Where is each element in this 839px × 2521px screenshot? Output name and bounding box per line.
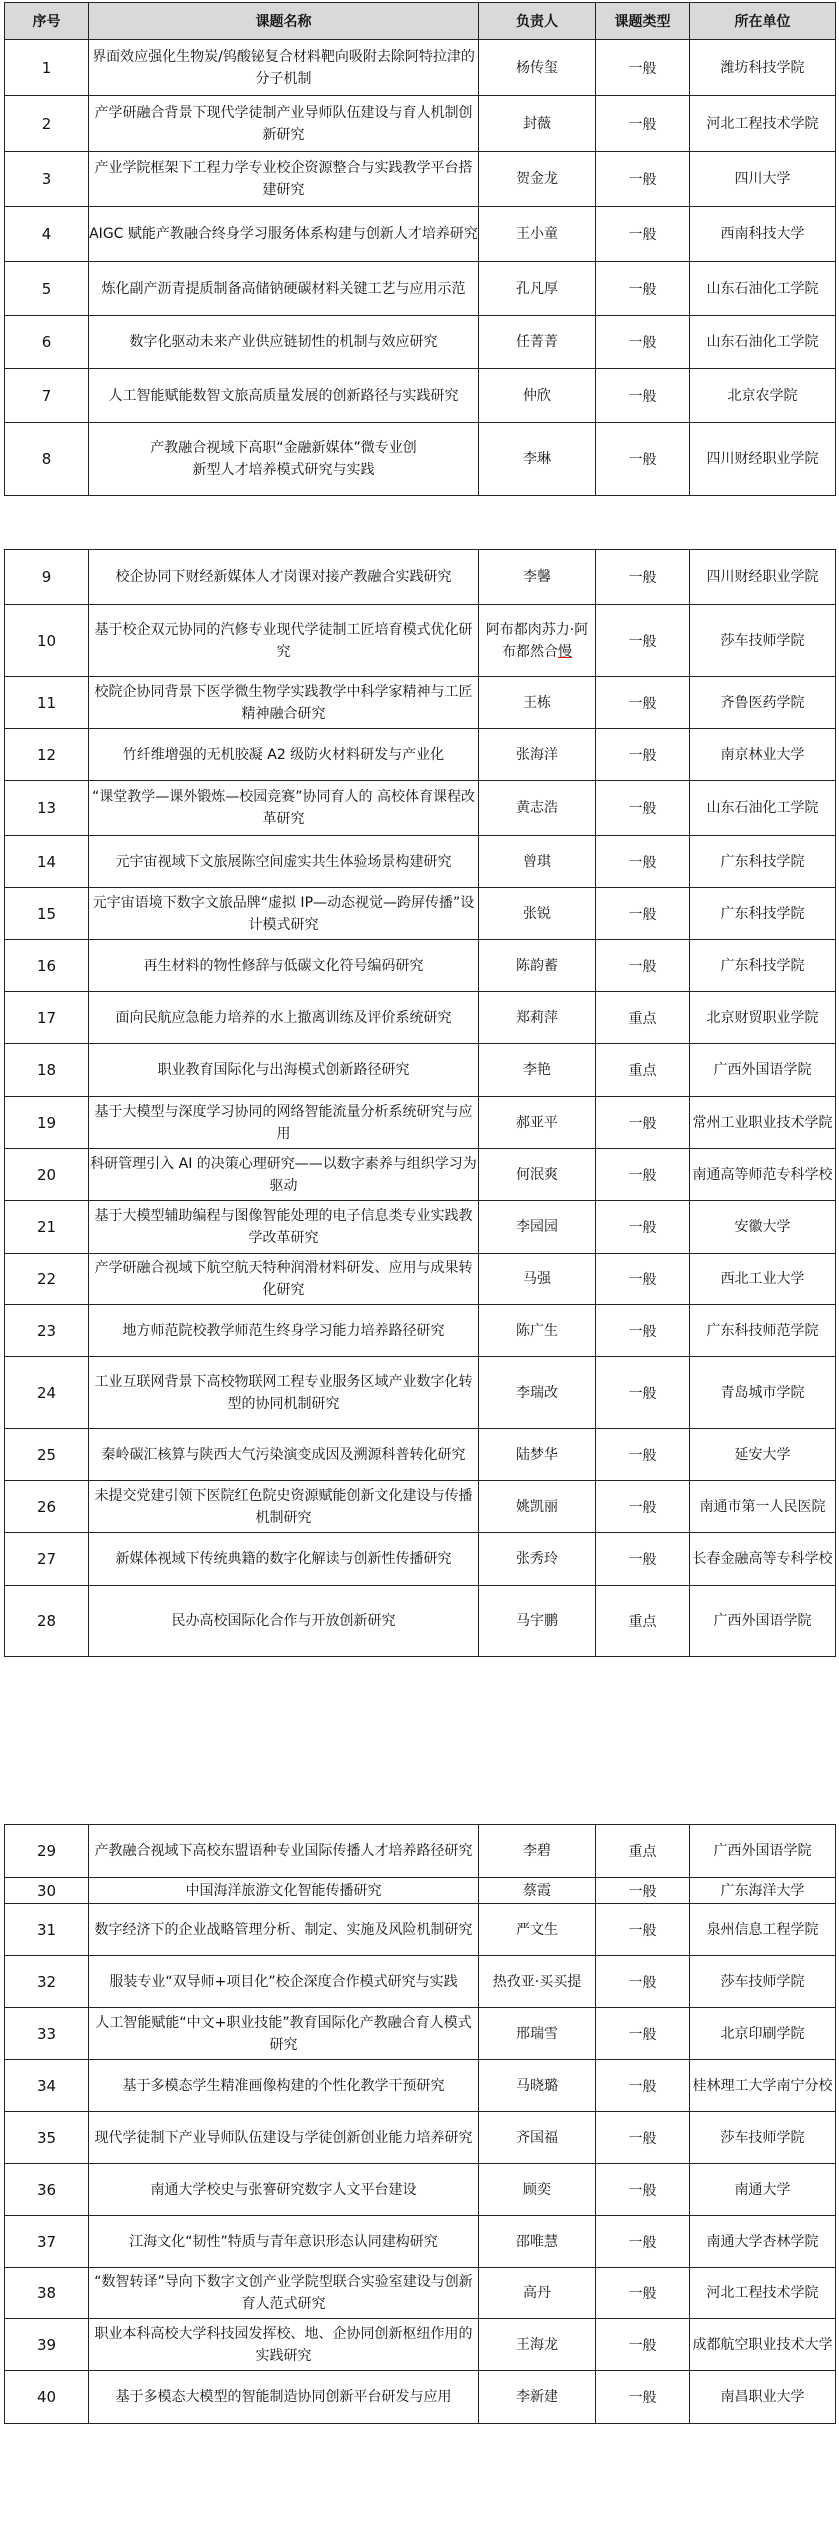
row-title-cell: 基于多模态大模型的智能制造协同创新平台研发与应用	[89, 2371, 479, 2424]
row-seq-cell: 6	[5, 316, 89, 369]
row-unit-cell: 四川大学	[690, 152, 836, 207]
row-type-cell: 一般	[596, 940, 690, 992]
row-title-cell: 南通大学校史与张謇研究数字人文平台建设	[89, 2164, 479, 2216]
row-unit-cell: 广西外国语学院	[690, 1586, 836, 1657]
row-title-cell: 再生材料的物性修辞与低碳文化符号编码研究	[89, 940, 479, 992]
table-header-row	[5, 3, 836, 40]
row-seq-cell: 17	[5, 992, 89, 1044]
table-row	[5, 1254, 836, 1305]
row-unit-cell: 广东科技师范学院	[690, 1305, 836, 1357]
row-person-cell: 高丹	[479, 2268, 596, 2319]
header-person: 负责人	[479, 3, 596, 40]
row-seq-cell: 39	[5, 2319, 89, 2371]
row-type-cell: 一般	[596, 2164, 690, 2216]
row-unit-cell: 南通高等师范专科学校	[690, 1149, 836, 1201]
row-unit-cell: 四川财经职业学院	[690, 423, 836, 496]
row-title-cell: 元宇宙语境下数字文旅品牌“虚拟 IP—动态视觉—跨屏传播”设计模式研究	[89, 888, 479, 940]
row-person-cell: 李艳	[479, 1044, 596, 1097]
row-person-cell: 顾奕	[479, 2164, 596, 2216]
row-person-cell: 黄志浩	[479, 781, 596, 836]
row-title-cell: “课堂教学—课外锻炼—校园竞赛”协同育人的 高校体育课程改革研究	[89, 781, 479, 836]
table-row	[5, 836, 836, 888]
row-person-cell: 严文生	[479, 1904, 596, 1956]
table-row	[5, 1305, 836, 1357]
row-unit-cell: 潍坊科技学院	[690, 40, 836, 96]
table-row	[5, 1904, 836, 1956]
row-seq-cell: 38	[5, 2268, 89, 2319]
row-type-cell: 一般	[596, 2268, 690, 2319]
table-row	[5, 369, 836, 423]
row-title-cell: 界面效应强化生物炭/钨酸铋复合材料靶向吸附去除阿特拉津的分子机制	[89, 40, 479, 96]
row-unit-cell: 北京印刷学院	[690, 2008, 836, 2060]
row-person-cell: 姚凯丽	[479, 1481, 596, 1533]
row-type-cell: 一般	[596, 2371, 690, 2424]
row-title-cell: 基于大模型与深度学习协同的网络智能流量分析系统研究与应用	[89, 1097, 479, 1149]
row-unit-cell: 广东科技学院	[690, 940, 836, 992]
row-type-cell: 一般	[596, 550, 690, 605]
row-person-cell: 李碧	[479, 1825, 596, 1878]
row-type-cell: 一般	[596, 1429, 690, 1481]
row-unit-cell: 南通大学杏林学院	[690, 2216, 836, 2268]
row-seq-cell: 35	[5, 2112, 89, 2164]
row-person-cell: 李园园	[479, 1201, 596, 1254]
table-row	[5, 677, 836, 729]
row-person-cell: 任菁菁	[479, 316, 596, 369]
row-unit-cell: 成都航空职业技术大学	[690, 2319, 836, 2371]
row-type-cell: 一般	[596, 1149, 690, 1201]
row-unit-cell: 安徽大学	[690, 1201, 836, 1254]
table-row	[5, 1533, 836, 1586]
row-seq-cell: 12	[5, 729, 89, 781]
row-unit-cell: 桂林理工大学南宁分校	[690, 2060, 836, 2112]
row-person-cell: 马强	[479, 1254, 596, 1305]
row-unit-cell: 南通大学	[690, 2164, 836, 2216]
row-person-cell: 封薇	[479, 96, 596, 152]
row-person-cell: 孔凡厚	[479, 262, 596, 316]
row-person-cell: 张海洋	[479, 729, 596, 781]
table-row	[5, 1149, 836, 1201]
table-row	[5, 1044, 836, 1097]
row-type-cell: 一般	[596, 316, 690, 369]
row-person-cell: 张锐	[479, 888, 596, 940]
row-person-cell: 陈韵蓄	[479, 940, 596, 992]
row-person-cell: 郑莉萍	[479, 992, 596, 1044]
project-table-part-2	[4, 549, 836, 1657]
row-title-cell: 基于大模型辅助编程与图像智能处理的电子信息类专业实践教学改革研究	[89, 1201, 479, 1254]
row-title-cell: 校院企协同背景下医学微生物学实践教学中科学家精神与工匠精神融合研究	[89, 677, 479, 729]
row-person-cell: 曾琪	[479, 836, 596, 888]
table-row	[5, 1429, 836, 1481]
row-unit-cell: 青岛城市学院	[690, 1357, 836, 1429]
row-type-cell: 一般	[596, 152, 690, 207]
row-unit-cell: 山东石油化工学院	[690, 781, 836, 836]
row-type-cell: 一般	[596, 207, 690, 262]
table-row	[5, 2164, 836, 2216]
row-title-cell: 基于校企双元协同的汽修专业现代学徒制工匠培育模式优化研究	[89, 605, 479, 677]
person-mark: 慢	[558, 643, 572, 660]
row-type-cell: 重点	[596, 1044, 690, 1097]
row-type-cell: 一般	[596, 1254, 690, 1305]
row-unit-cell: 延安大学	[690, 1429, 836, 1481]
row-unit-cell: 南通市第一人民医院	[690, 1481, 836, 1533]
row-title-cell: 地方师范院校教学师范生终身学习能力培养路径研究	[89, 1305, 479, 1357]
table-row	[5, 1481, 836, 1533]
row-seq-cell: 30	[5, 1878, 89, 1904]
row-unit-cell: 山东石油化工学院	[690, 316, 836, 369]
header-unit: 所在单位	[690, 3, 836, 40]
row-type-cell: 一般	[596, 729, 690, 781]
row-seq-cell: 9	[5, 550, 89, 605]
row-title-cell: 人工智能赋能数智文旅高质量发展的创新路径与实践研究	[89, 369, 479, 423]
row-title-cell: 工业互联网背景下高校物联网工程专业服务区域产业数字化转型的协同机制研究	[89, 1357, 479, 1429]
row-title-cell: 人工智能赋能“中文+职业技能”教育国际化产教融合育人模式研究	[89, 2008, 479, 2060]
row-person-cell: 蔡霞	[479, 1878, 596, 1904]
row-person-cell: 杨传玺	[479, 40, 596, 96]
row-type-cell: 一般	[596, 1956, 690, 2008]
table-row	[5, 423, 836, 496]
row-title-cell: 秦岭碳汇核算与陕西大气污染演变成因及溯源科普转化研究	[89, 1429, 479, 1481]
table-row	[5, 781, 836, 836]
table-row	[5, 888, 836, 940]
table-row	[5, 152, 836, 207]
table-row	[5, 40, 836, 96]
row-seq-cell: 28	[5, 1586, 89, 1657]
header-seq: 序号	[5, 3, 89, 40]
header-title: 课题名称	[89, 3, 479, 40]
row-seq-cell: 7	[5, 369, 89, 423]
row-seq-cell: 21	[5, 1201, 89, 1254]
row-seq-cell: 8	[5, 423, 89, 496]
row-title-cell: 产教融合视域下高校东盟语种专业国际传播人才培养路径研究	[89, 1825, 479, 1878]
table-row	[5, 940, 836, 992]
row-seq-cell: 23	[5, 1305, 89, 1357]
row-seq-cell: 14	[5, 836, 89, 888]
row-seq-cell: 1	[5, 40, 89, 96]
row-person-cell: 热孜亚·买买提	[479, 1956, 596, 2008]
row-seq-cell: 10	[5, 605, 89, 677]
row-person-cell: 贺金龙	[479, 152, 596, 207]
table-row	[5, 316, 836, 369]
row-type-cell: 一般	[596, 40, 690, 96]
row-unit-cell: 长春金融高等专科学校	[690, 1533, 836, 1586]
row-title-cell: 数字化驱动未来产业供应链韧性的机制与效应研究	[89, 316, 479, 369]
row-title-cell: 数字经济下的企业战略管理分析、制定、实施及风险机制研究	[89, 1904, 479, 1956]
row-type-cell: 一般	[596, 781, 690, 836]
row-person-cell: 王海龙	[479, 2319, 596, 2371]
row-type-cell: 一般	[596, 2008, 690, 2060]
row-type-cell: 一般	[596, 1305, 690, 1357]
table-row	[5, 1825, 836, 1878]
row-unit-cell: 广西外国语学院	[690, 1825, 836, 1878]
row-person-cell: 何泯爽	[479, 1149, 596, 1201]
row-type-cell: 一般	[596, 677, 690, 729]
row-title-cell: “数智转译”导向下数字文创产业学院型联合实验室建设与创新育人范式研究	[89, 2268, 479, 2319]
table-row	[5, 2268, 836, 2319]
row-person-cell: 李新建	[479, 2371, 596, 2424]
row-title-cell: 科研管理引入 AI 的决策心理研究——以数字素养与组织学习为驱动	[89, 1149, 479, 1201]
project-table-part-1	[4, 2, 836, 496]
row-person-cell: 齐国福	[479, 2112, 596, 2164]
row-person-cell: 郝亚平	[479, 1097, 596, 1149]
row-person-cell: 李琳	[479, 423, 596, 496]
row-unit-cell: 广东科技学院	[690, 888, 836, 940]
row-title-cell: 民办高校国际化合作与开放创新研究	[89, 1586, 479, 1657]
row-type-cell: 重点	[596, 1586, 690, 1657]
row-type-cell: 一般	[596, 1904, 690, 1956]
row-person-cell: 王栋	[479, 677, 596, 729]
row-title-cell: 江海文化“韧性”特质与青年意识形态认同建构研究	[89, 2216, 479, 2268]
row-title-cell: 面向民航应急能力培养的水上撤离训练及评价系统研究	[89, 992, 479, 1044]
row-unit-cell: 四川财经职业学院	[690, 550, 836, 605]
row-person-cell: 王小童	[479, 207, 596, 262]
row-type-cell: 一般	[596, 836, 690, 888]
row-person-cell: 阿布都肉苏力·阿布都然合慢	[479, 605, 596, 677]
row-unit-cell: 广东科技学院	[690, 836, 836, 888]
row-title-cell: AIGC 赋能产教融合终身学习服务体系构建与创新人才培养研究	[89, 207, 479, 262]
table-row	[5, 992, 836, 1044]
row-seq-cell: 32	[5, 1956, 89, 2008]
row-title-cell: 产教融合视域下高职“金融新媒体”微专业创 新型人才培养模式研究与实践	[89, 423, 479, 496]
row-person-cell: 马宇鹏	[479, 1586, 596, 1657]
row-seq-cell: 19	[5, 1097, 89, 1149]
table-row	[5, 1586, 836, 1657]
table-row	[5, 1956, 836, 2008]
row-person-cell: 李馨	[479, 550, 596, 605]
row-seq-cell: 31	[5, 1904, 89, 1956]
row-type-cell: 一般	[596, 423, 690, 496]
row-title-cell: 中国海洋旅游文化智能传播研究	[89, 1878, 479, 1904]
row-unit-cell: 南京林业大学	[690, 729, 836, 781]
row-type-cell: 重点	[596, 1825, 690, 1878]
row-person-cell: 马晓璐	[479, 2060, 596, 2112]
row-unit-cell: 北京农学院	[690, 369, 836, 423]
row-title-cell: 校企协同下财经新媒体人才岗课对接产教融合实践研究	[89, 550, 479, 605]
row-type-cell: 一般	[596, 2112, 690, 2164]
row-seq-cell: 2	[5, 96, 89, 152]
table-row	[5, 2112, 836, 2164]
row-seq-cell: 15	[5, 888, 89, 940]
row-title-cell: 产学研融合背景下现代学徒制产业导师队伍建设与育人机制创新研究	[89, 96, 479, 152]
table-row	[5, 262, 836, 316]
row-unit-cell: 西北工业大学	[690, 1254, 836, 1305]
table-row	[5, 2060, 836, 2112]
row-type-cell: 一般	[596, 1481, 690, 1533]
row-unit-cell: 莎车技师学院	[690, 2112, 836, 2164]
table-row	[5, 2216, 836, 2268]
row-person-cell: 陈广生	[479, 1305, 596, 1357]
row-type-cell: 一般	[596, 1533, 690, 1586]
row-seq-cell: 13	[5, 781, 89, 836]
row-unit-cell: 北京财贸职业学院	[690, 992, 836, 1044]
row-type-cell: 一般	[596, 888, 690, 940]
table-row	[5, 2371, 836, 2424]
table-row	[5, 1878, 836, 1904]
row-seq-cell: 22	[5, 1254, 89, 1305]
table-row	[5, 2319, 836, 2371]
row-title-cell: 职业本科高校大学科技园发挥校、地、企协同创新枢纽作用的实践研究	[89, 2319, 479, 2371]
row-type-cell: 一般	[596, 1878, 690, 1904]
row-unit-cell: 西南科技大学	[690, 207, 836, 262]
row-unit-cell: 广西外国语学院	[690, 1044, 836, 1097]
row-person-cell: 陆梦华	[479, 1429, 596, 1481]
row-seq-cell: 4	[5, 207, 89, 262]
row-unit-cell: 河北工程技术学院	[690, 96, 836, 152]
row-unit-cell: 莎车技师学院	[690, 605, 836, 677]
row-title-cell: 基于多模态学生精准画像构建的个性化教学干预研究	[89, 2060, 479, 2112]
row-title-cell: 服装专业“双导师+项目化”校企深度合作模式研究与实践	[89, 1956, 479, 2008]
row-type-cell: 一般	[596, 369, 690, 423]
row-unit-cell: 泉州信息工程学院	[690, 1904, 836, 1956]
row-seq-cell: 18	[5, 1044, 89, 1097]
row-type-cell: 一般	[596, 262, 690, 316]
row-seq-cell: 37	[5, 2216, 89, 2268]
row-seq-cell: 29	[5, 1825, 89, 1878]
row-seq-cell: 26	[5, 1481, 89, 1533]
row-type-cell: 一般	[596, 1357, 690, 1429]
row-seq-cell: 16	[5, 940, 89, 992]
row-person-cell: 仲欣	[479, 369, 596, 423]
row-unit-cell: 莎车技师学院	[690, 1956, 836, 2008]
row-unit-cell: 常州工业职业技术学院	[690, 1097, 836, 1149]
row-title-cell: 未提交党建引领下医院红色院史资源赋能创新文化建设与传播机制研究	[89, 1481, 479, 1533]
row-type-cell: 一般	[596, 1201, 690, 1254]
project-table-part-3	[4, 1824, 836, 2424]
row-title-cell: 产业学院框架下工程力学专业校企资源整合与实践教学平台搭建研究	[89, 152, 479, 207]
row-type-cell: 一般	[596, 2216, 690, 2268]
row-title-cell: 产学研融合视域下航空航天特种润滑材料研发、应用与成果转化研究	[89, 1254, 479, 1305]
row-person-cell: 邵唯慧	[479, 2216, 596, 2268]
table-row	[5, 1201, 836, 1254]
row-unit-cell: 齐鲁医药学院	[690, 677, 836, 729]
table-row	[5, 605, 836, 677]
row-person-cell: 张秀玲	[479, 1533, 596, 1586]
row-seq-cell: 3	[5, 152, 89, 207]
row-seq-cell: 24	[5, 1357, 89, 1429]
row-person-cell: 邢瑞雪	[479, 2008, 596, 2060]
row-title-cell: 元宇宙视域下文旅展陈空间虚实共生体验场景构建研究	[89, 836, 479, 888]
row-seq-cell: 5	[5, 262, 89, 316]
row-type-cell: 一般	[596, 96, 690, 152]
row-seq-cell: 27	[5, 1533, 89, 1586]
table-row	[5, 207, 836, 262]
row-unit-cell: 南昌职业大学	[690, 2371, 836, 2424]
row-seq-cell: 33	[5, 2008, 89, 2060]
row-seq-cell: 40	[5, 2371, 89, 2424]
row-title-cell: 新媒体视域下传统典籍的数字化解读与创新性传播研究	[89, 1533, 479, 1586]
table-row	[5, 1357, 836, 1429]
row-person-cell: 李瑞改	[479, 1357, 596, 1429]
row-type-cell: 一般	[596, 2319, 690, 2371]
row-title-cell: 竹纤维增强的无机胶凝 A2 级防火材料研发与产业化	[89, 729, 479, 781]
table-row	[5, 2008, 836, 2060]
row-unit-cell: 山东石油化工学院	[690, 262, 836, 316]
row-type-cell: 一般	[596, 2060, 690, 2112]
row-seq-cell: 34	[5, 2060, 89, 2112]
table-row	[5, 96, 836, 152]
row-type-cell: 一般	[596, 605, 690, 677]
row-unit-cell: 河北工程技术学院	[690, 2268, 836, 2319]
row-title-cell: 现代学徒制下产业导师队伍建设与学徒创新创业能力培养研究	[89, 2112, 479, 2164]
row-seq-cell: 11	[5, 677, 89, 729]
row-seq-cell: 20	[5, 1149, 89, 1201]
table-row	[5, 729, 836, 781]
table-row	[5, 1097, 836, 1149]
row-unit-cell: 广东海洋大学	[690, 1878, 836, 1904]
row-title-cell: 职业教育国际化与出海模式创新路径研究	[89, 1044, 479, 1097]
row-seq-cell: 36	[5, 2164, 89, 2216]
table-row	[5, 550, 836, 605]
header-type: 课题类型	[596, 3, 690, 40]
row-seq-cell: 25	[5, 1429, 89, 1481]
row-type-cell: 重点	[596, 992, 690, 1044]
row-title-cell: 炼化副产沥青提质制备高储钠硬碳材料关键工艺与应用示范	[89, 262, 479, 316]
row-type-cell: 一般	[596, 1097, 690, 1149]
